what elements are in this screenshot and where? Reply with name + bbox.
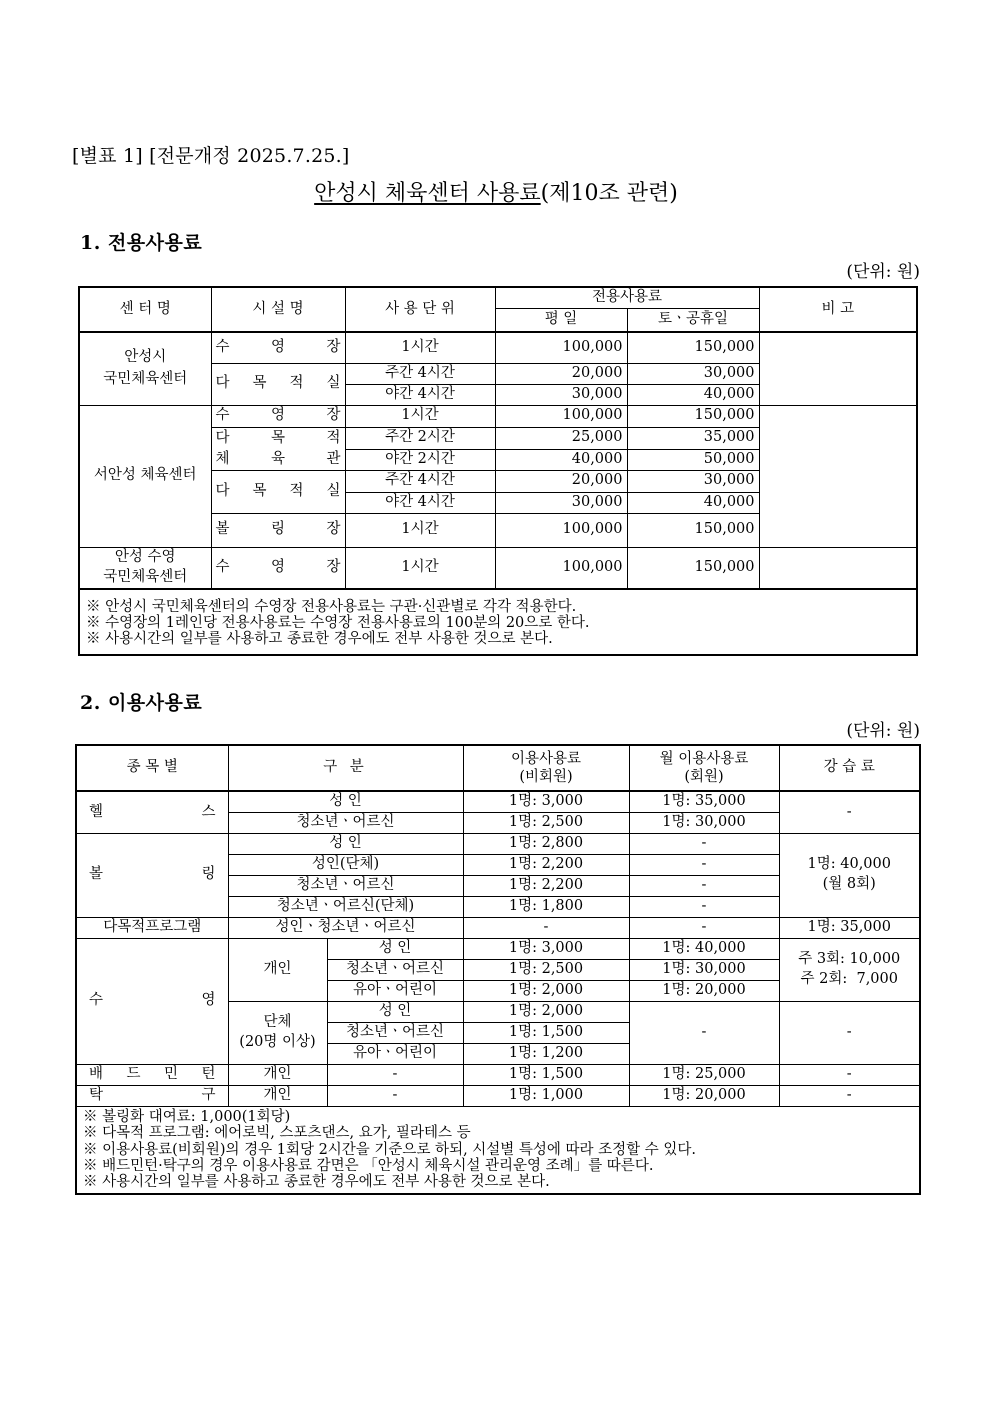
- header-fee-group: 전용사용료: [495, 287, 759, 308]
- member-fee-cell: 1명: 30,000: [629, 812, 779, 833]
- member-fee-cell: -: [629, 917, 779, 938]
- category-cell: 청소년ㆍ어르신: [228, 875, 463, 896]
- center-seoanseong: 서안성 체육센터: [79, 405, 211, 547]
- header-lesson: 강 습 료: [779, 745, 920, 791]
- usage-unit-cell: 1시간: [345, 547, 495, 589]
- facility-cell: 다 목 적 실: [211, 470, 345, 513]
- nonmember-fee-cell: 1명: 2,000: [463, 1001, 629, 1022]
- type-health: 헬 스: [76, 791, 228, 833]
- nonmember-fee-cell: 1명: 1,200: [463, 1043, 629, 1064]
- weekday-fee-cell: 100,000: [495, 332, 627, 363]
- annex-label: [별표 1] [전문개정 2025.7.25.]: [72, 145, 350, 167]
- section1-heading: 1. 전용사용료: [80, 232, 203, 254]
- lesson-fee-cell: -: [779, 791, 920, 833]
- remark-cell: [759, 332, 917, 405]
- weekday-fee-cell: 30,000: [495, 492, 627, 513]
- lesson-fee-cell: 1명: 40,000 (월 8회): [779, 833, 920, 917]
- weekend-fee-cell: 150,000: [627, 547, 759, 589]
- member-fee-cell: 1명: 20,000: [629, 980, 779, 1001]
- note-line: ※ 볼링화 대여료: 1,000(1회당): [83, 1109, 291, 1126]
- member-fee-cell: 1명: 35,000: [629, 791, 779, 812]
- weekend-fee-cell: 40,000: [627, 492, 759, 513]
- header-weekend: 토ㆍ공휴일: [627, 308, 759, 332]
- nonmember-fee-cell: 1명: 2,200: [463, 854, 629, 875]
- category-cell: 성 인: [327, 938, 463, 959]
- document-title: [0, 176, 992, 207]
- nonmember-fee-cell: 1명: 2,500: [463, 812, 629, 833]
- facility-cell: 체 육 관: [211, 449, 345, 470]
- facility-cell: 볼 링 장: [211, 513, 345, 547]
- nonmember-fee-cell: 1명: 2,800: [463, 833, 629, 854]
- lesson-fee-cell: 1명: 35,000: [779, 917, 920, 938]
- member-fee-cell: 1명: 40,000: [629, 938, 779, 959]
- title-suffix: (제10조 관련): [540, 181, 678, 206]
- category-cell: 청소년ㆍ어르신(단체): [228, 896, 463, 917]
- usage-unit-cell: 야간 2시간: [345, 449, 495, 470]
- member-fee-cell: -: [629, 1001, 779, 1064]
- facility-cell: 수 영 장: [211, 547, 345, 589]
- swim-group-individual: 개인: [228, 938, 327, 1001]
- member-fee-cell: -: [629, 854, 779, 875]
- weekend-fee-cell: 40,000: [627, 384, 759, 405]
- section1-unit: (단위: 원): [846, 262, 920, 282]
- lesson-fee-cell: -: [779, 1064, 920, 1085]
- usage-unit-cell: 1시간: [345, 513, 495, 547]
- group-cell: 개인: [228, 1085, 327, 1106]
- section2-notes: [76, 1106, 920, 1194]
- nonmember-fee-cell: 1명: 3,000: [463, 791, 629, 812]
- nonmember-fee-cell: 1명: 1,500: [463, 1022, 629, 1043]
- note-line: ※ 안성시 국민체육센터의 수영장 전용사용료는 구관·신관별로 각각 적용한다.: [86, 598, 577, 615]
- member-fee-cell: -: [629, 875, 779, 896]
- type-bowling: 볼 링: [76, 833, 228, 917]
- weekday-fee-cell: 20,000: [495, 470, 627, 492]
- member-fee-cell: -: [629, 833, 779, 854]
- usage-unit-cell: 주간 4시간: [345, 470, 495, 492]
- type-multipurpose: 다목적프로그램: [76, 917, 228, 938]
- category-cell: 성인(단체): [228, 854, 463, 875]
- nonmember-fee-cell: 1명: 1,800: [463, 896, 629, 917]
- weekend-fee-cell: 30,000: [627, 363, 759, 384]
- weekend-fee-cell: 50,000: [627, 449, 759, 470]
- weekend-fee-cell: 30,000: [627, 470, 759, 492]
- header-member: 월 이용사용료 (회원): [629, 745, 779, 791]
- header-weekday: 평 일: [495, 308, 627, 332]
- title-main: 안성시 체육센터 사용료: [314, 181, 541, 206]
- category-cell: 성 인: [228, 791, 463, 812]
- header-facility: 시 설 명: [211, 287, 345, 332]
- weekday-fee-cell: 100,000: [495, 405, 627, 427]
- usage-unit-cell: 야간 4시간: [345, 384, 495, 405]
- category-cell: 성 인: [228, 833, 463, 854]
- weekday-fee-cell: 25,000: [495, 427, 627, 449]
- member-fee-cell: 1명: 25,000: [629, 1064, 779, 1085]
- facility-cell: 수 영 장: [211, 405, 345, 427]
- category-cell: 유아ㆍ어린이: [327, 1043, 463, 1064]
- weekend-fee-cell: 35,000: [627, 427, 759, 449]
- weekday-fee-cell: 100,000: [495, 547, 627, 589]
- header-remark: 비 고: [759, 287, 917, 332]
- weekday-fee-cell: 40,000: [495, 449, 627, 470]
- member-fee-cell: 1명: 30,000: [629, 959, 779, 980]
- group-cell: 개인: [228, 1064, 327, 1085]
- member-fee-cell: 1명: 20,000: [629, 1085, 779, 1106]
- weekday-fee-cell: 20,000: [495, 363, 627, 384]
- type-badminton: 배 드 민 턴: [76, 1064, 228, 1085]
- center-anseong: 안성시 국민체육센터: [79, 332, 211, 405]
- type-table-tennis: 탁 구: [76, 1085, 228, 1106]
- section2-heading: 2. 이용사용료: [80, 692, 203, 714]
- facility-cell: 수 영 장: [211, 332, 345, 363]
- header-category: 구 분: [228, 745, 463, 791]
- category-cell: -: [327, 1064, 463, 1085]
- category-cell: 청소년ㆍ어르신: [327, 1022, 463, 1043]
- category-cell: 성 인: [327, 1001, 463, 1022]
- category-cell: -: [327, 1085, 463, 1106]
- usage-unit-cell: 1시간: [345, 332, 495, 363]
- header-nonmember: 이용사용료 (비회원): [463, 745, 629, 791]
- weekend-fee-cell: 150,000: [627, 513, 759, 547]
- nonmember-fee-cell: 1명: 2,200: [463, 875, 629, 896]
- usage-unit-cell: 야간 4시간: [345, 492, 495, 513]
- nonmember-fee-cell: 1명: 3,000: [463, 938, 629, 959]
- header-usage-unit: 사 용 단 위: [345, 287, 495, 332]
- category-cell: 성인ㆍ청소년ㆍ어르신: [228, 917, 463, 938]
- note-line: ※ 이용사용료(비회원)의 경우 1회당 2시간을 기준으로 하되, 시설별 특성에 따라 조정할 수 있다.: [83, 1141, 697, 1158]
- category-cell: 청소년ㆍ어르신: [327, 959, 463, 980]
- note-line: ※ 다목적 프로그램: 에어로빅, 스포츠댄스, 요가, 필라테스 등: [83, 1125, 471, 1142]
- nonmember-fee-cell: 1명: 1,500: [463, 1064, 629, 1085]
- nonmember-fee-cell: 1명: 2,000: [463, 980, 629, 1001]
- facility-cell: 다 목 적: [211, 427, 345, 449]
- lesson-fee-cell: 주 3회: 10,000 주 2회: 7,000: [779, 938, 920, 1001]
- weekday-fee-cell: 30,000: [495, 384, 627, 405]
- member-fee-cell: -: [629, 896, 779, 917]
- facility-cell: 다 목 적 실: [211, 363, 345, 405]
- lesson-fee-cell: -: [779, 1001, 920, 1064]
- usage-unit-cell: 1시간: [345, 405, 495, 427]
- category-cell: 청소년ㆍ어르신: [228, 812, 463, 833]
- usage-unit-cell: 주간 2시간: [345, 427, 495, 449]
- section1-notes: [79, 589, 917, 655]
- category-cell: 유아ㆍ어린이: [327, 980, 463, 1001]
- note-line: ※ 수영장의 1레인당 전용사용료는 수영장 전용사용료의 100분의 20으로 한다.: [86, 614, 590, 631]
- swim-group-group: 단체 (20명 이상): [228, 1001, 327, 1064]
- note-line: ※ 배드민턴·탁구의 경우 이용사용료 감면은 「안성시 체육시설 관리운영 조례」를 따른다.: [83, 1157, 654, 1174]
- weekend-fee-cell: 150,000: [627, 332, 759, 363]
- weekday-fee-cell: 100,000: [495, 513, 627, 547]
- nonmember-fee-cell: 1명: 1,000: [463, 1085, 629, 1106]
- center-anseong-swim: 안성 수영 국민체육센터: [79, 547, 211, 589]
- remark-cell: [759, 547, 917, 589]
- type-swimming: 수 영: [76, 938, 228, 1064]
- exclusive-fee-table: [78, 286, 918, 656]
- nonmember-fee-cell: 1명: 2,500: [463, 959, 629, 980]
- note-line: ※ 사용시간의 일부를 사용하고 종료한 경우에도 전부 사용한 것으로 본다.: [83, 1174, 550, 1191]
- remark-cell: [759, 405, 917, 547]
- header-center: 센 터 명: [79, 287, 211, 332]
- section2-unit: (단위: 원): [846, 721, 920, 741]
- lesson-fee-cell: -: [779, 1085, 920, 1106]
- usage-unit-cell: 주간 4시간: [345, 363, 495, 384]
- nonmember-fee-cell: -: [463, 917, 629, 938]
- note-line: ※ 사용시간의 일부를 사용하고 종료한 경우에도 전부 사용한 것으로 본다.: [86, 631, 553, 648]
- weekend-fee-cell: 150,000: [627, 405, 759, 427]
- header-type: 종 목 별: [76, 745, 228, 791]
- usage-fee-table: [75, 744, 921, 1195]
